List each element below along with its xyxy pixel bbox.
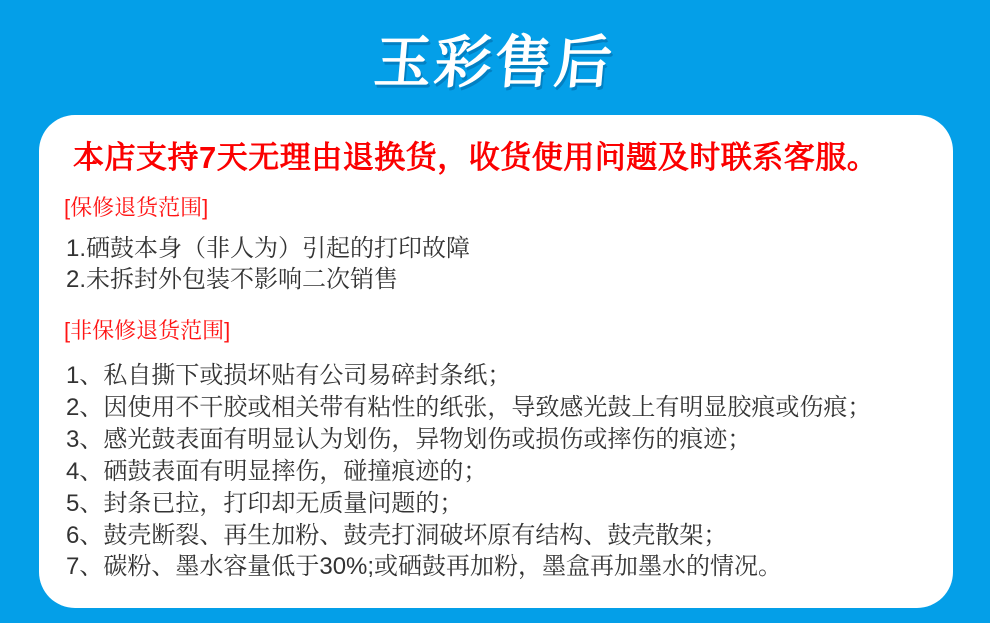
non-warranty-list-item: 1、私自撕下或损坏贴有公司易碎封条纸； [66,362,512,389]
non-warranty-list-item: 6、鼓壳断裂、再生加粉、鼓壳打洞破坏原有结构、鼓壳散架； [66,521,728,549]
warranty-list-item: 1.硒鼓本身（非人为）引起的打印故障 [66,235,471,262]
non-warranty-list-item: 2、因使用不干胶或相关带有粘性的纸张，导致感光鼓上有明显胶痕或伤痕； [66,393,872,421]
warranty-section-label: [保修退货范围] [64,195,209,220]
non-warranty-list [66,360,937,583]
warranty-list-item: 2.未拆封外包装不影响二次销售 [66,266,399,293]
policy-card [39,115,953,608]
non-warranty-list-item: 4、硒鼓表面有明显摔伤，碰撞痕迹的； [66,457,488,485]
policy-headline: 本店支持7天无理由退换货，收货使用问题及时联系客服。 [73,140,879,175]
warranty-list [66,233,937,295]
page-header [0,0,990,115]
non-warranty-list-item: 5、封条已拉，打印却无质量问题的； [66,489,464,517]
non-warranty-list-item: 3、感光鼓表面有明显认为划伤，异物划伤或损伤或摔伤的痕迹； [66,425,752,453]
page-title: 玉彩售后 [371,30,618,95]
non-warranty-section-label: [非保修退货范围] [64,318,231,343]
non-warranty-list-item: 7、碳粉、墨水容量低于30%;或硒鼓再加粉，墨盒再加墨水的情况。 [66,553,783,581]
